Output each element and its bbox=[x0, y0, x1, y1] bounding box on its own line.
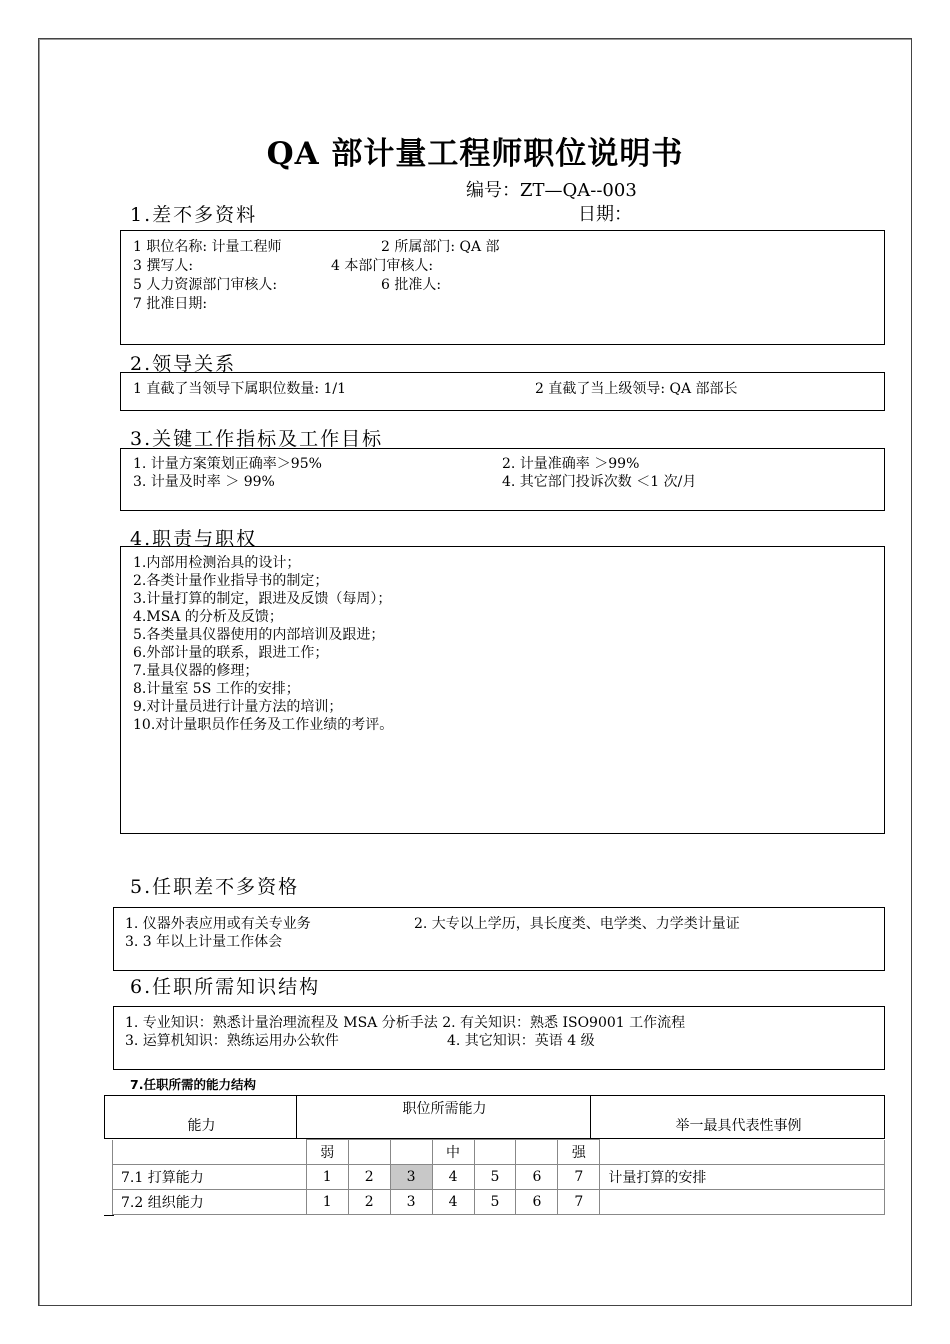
knowledge-line: 1. 专业知识：熟悉计量治理流程及 MSA 分析手法 2. 有关知识：熟悉 ISO9001 工作流程 bbox=[125, 1015, 686, 1031]
basic-info-line: 7 批准日期: bbox=[133, 296, 208, 312]
ability-header-label: 能力 bbox=[187, 1118, 216, 1134]
section6-heading: 6.任职所需知识结构 bbox=[130, 976, 321, 998]
score-cell[interactable]: 5 bbox=[474, 1190, 516, 1215]
section3-heading: 3.关键工作指标及工作目标 bbox=[130, 428, 384, 450]
score-cell[interactable]: 6 bbox=[516, 1165, 558, 1190]
kpi-item: 3. 计量及时率 ＞ 99% bbox=[133, 474, 275, 490]
table-row bbox=[113, 1165, 885, 1190]
example-header-label: 举一最具代表性事例 bbox=[675, 1118, 802, 1134]
duty-item: 10.对计量职员作任务及工作业绩的考评。 bbox=[133, 717, 394, 733]
score-cell[interactable]: 7 bbox=[558, 1165, 600, 1190]
basic-info-line: 1 职位名称: 计量工程师 bbox=[133, 239, 282, 255]
ability-table bbox=[112, 1139, 885, 1215]
basic-info-line: 6 批准人: bbox=[381, 277, 442, 293]
score-cell[interactable]: 1 bbox=[306, 1165, 348, 1190]
duty-item: 2.各类计量作业指导书的制定； bbox=[133, 573, 329, 589]
score-cell[interactable]: 2 bbox=[348, 1190, 390, 1215]
scale-label: 弱 bbox=[306, 1140, 348, 1165]
duties-box bbox=[120, 546, 885, 834]
score-cell[interactable]: 3 bbox=[390, 1190, 432, 1215]
table-row bbox=[113, 1190, 885, 1215]
score-cell[interactable]: 7 bbox=[558, 1190, 600, 1215]
example-cell bbox=[600, 1190, 885, 1215]
duty-item: 3.计量打算的制定，跟进及反馈（每周）； bbox=[133, 591, 392, 607]
scale-label: 中 bbox=[432, 1140, 474, 1165]
ability-name: 7.1 打算能力 bbox=[113, 1165, 307, 1190]
section7-heading: 7.任职所需的能力结构 bbox=[130, 1077, 256, 1092]
score-cell[interactable]: 1 bbox=[306, 1190, 348, 1215]
scale-label bbox=[348, 1140, 390, 1165]
score-cell[interactable]: 4 bbox=[432, 1190, 474, 1215]
score-cell[interactable]: 4 bbox=[432, 1165, 474, 1190]
score-cell[interactable]: 6 bbox=[516, 1190, 558, 1215]
score-cell-selected[interactable]: 3 bbox=[390, 1165, 432, 1190]
duty-item: 4.MSA 的分析及反馈； bbox=[133, 609, 283, 625]
table-underline bbox=[104, 1215, 114, 1216]
kpi-item: 1. 计量方案策划正确率＞95% bbox=[133, 456, 322, 472]
section5-heading: 5.任职差不多资格 bbox=[130, 876, 300, 898]
scale-label bbox=[390, 1140, 432, 1165]
basic-info-line: 5 人力资源部门审核人: bbox=[133, 277, 278, 293]
scale-row bbox=[113, 1140, 885, 1165]
qualification-line: 2. 大专以上学历，具长度类、电学类、力学类计量证 bbox=[414, 916, 740, 932]
basic-info-line: 2 所属部门: QA 部 bbox=[381, 239, 500, 255]
duty-item: 6.外部计量的联系，跟进工作； bbox=[133, 645, 329, 661]
reporting-box bbox=[120, 372, 885, 411]
qualification-line: 1. 仪器外表应用或有关专业务 bbox=[125, 916, 311, 932]
knowledge-line: 3. 运算机知识：熟练运用办公软件 bbox=[125, 1033, 339, 1049]
required-header-label: 职位所需能力 bbox=[402, 1101, 487, 1117]
reporting-line: 1 直截了当领导下属职位数量: 1/1 bbox=[133, 381, 347, 397]
scale-label: 强 bbox=[558, 1140, 600, 1165]
document-title: QA 部计量工程师职位说明书 bbox=[266, 136, 684, 172]
scale-label bbox=[516, 1140, 558, 1165]
document-number: 编号：ZT—QA--003 bbox=[466, 180, 637, 201]
kpi-item: 2. 计量准确率 ＞99% bbox=[502, 456, 640, 472]
qualification-line: 3. 3 年以上计量工作体会 bbox=[125, 934, 283, 950]
kpi-box bbox=[120, 448, 885, 511]
reporting-line: 2 直截了当上级领导: QA 部部长 bbox=[535, 381, 738, 397]
section2-heading: 2.领导关系 bbox=[130, 353, 237, 375]
knowledge-box bbox=[113, 1006, 885, 1070]
ability-header-cell bbox=[104, 1095, 297, 1139]
duty-item: 8.计量室 5S 工作的安排； bbox=[133, 681, 300, 697]
scale-label bbox=[474, 1140, 516, 1165]
section4-heading: 4.职责与职权 bbox=[130, 528, 258, 550]
duty-item: 7.量具仪器的修理； bbox=[133, 663, 259, 679]
kpi-item: 4. 其它部门投诉次数 ＜1 次/月 bbox=[502, 474, 697, 490]
knowledge-line: 4. 其它知识：英语 4 级 bbox=[447, 1033, 595, 1049]
duty-item: 5.各类量具仪器使用的内部培训及跟进； bbox=[133, 627, 385, 643]
ability-name: 7.2 组织能力 bbox=[113, 1190, 307, 1215]
required-header-cell bbox=[296, 1095, 591, 1139]
date-label: 日期： bbox=[578, 204, 632, 225]
duty-item: 9.对计量员进行计量方法的培训； bbox=[133, 699, 343, 715]
scale-spacer-cell bbox=[600, 1140, 885, 1165]
basic-info-box bbox=[120, 230, 885, 345]
score-cell[interactable]: 5 bbox=[474, 1165, 516, 1190]
qualification-box bbox=[113, 907, 885, 971]
section1-heading: 1.差不多资料 bbox=[130, 204, 258, 226]
basic-info-line: 4 本部门审核人: bbox=[331, 258, 434, 274]
score-cell[interactable]: 2 bbox=[348, 1165, 390, 1190]
scale-spacer-cell bbox=[113, 1140, 307, 1165]
duty-item: 1.内部用检测治具的设计； bbox=[133, 555, 301, 571]
example-cell: 计量打算的安排 bbox=[600, 1165, 885, 1190]
example-header-cell bbox=[590, 1095, 885, 1139]
basic-info-line: 3 撰写人: bbox=[133, 258, 194, 274]
